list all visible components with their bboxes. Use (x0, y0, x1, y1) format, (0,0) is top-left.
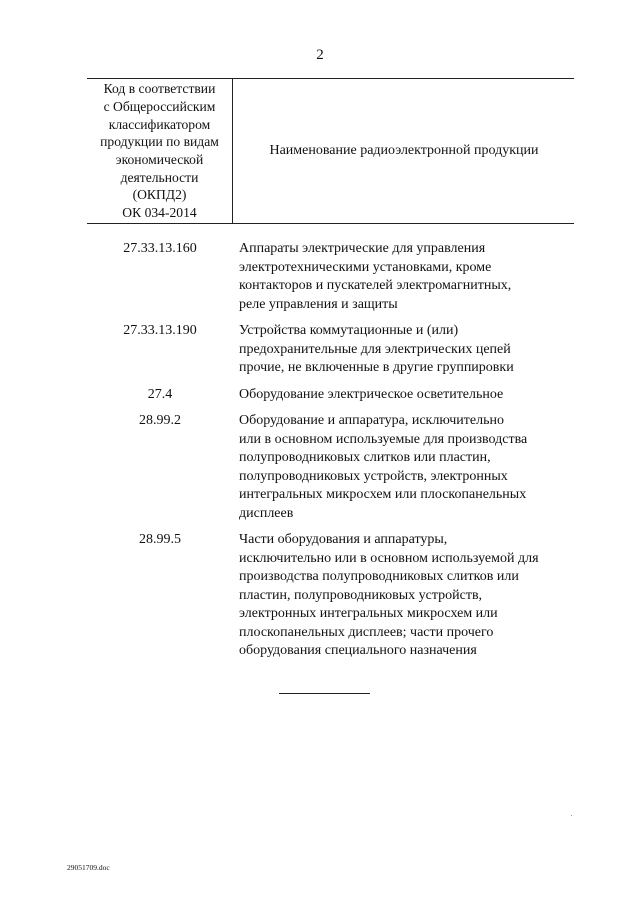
header-code-line: ОК 034-2014 (122, 205, 197, 221)
row-name-line: исключительно или в основном используемой для (239, 550, 539, 566)
header-code-line: с Общероссийским (103, 98, 216, 114)
header-code-line: Код в соответствии (103, 81, 216, 97)
page-number: 2 (316, 47, 324, 63)
table-row (87, 412, 574, 523)
row-name-line: оборудования специального назначения (239, 643, 477, 658)
row-name-line: Аппараты электрические для управления (239, 241, 486, 256)
header-code-line: экономической (115, 152, 204, 167)
row-name-line: предохранительные для электрических цепей (239, 341, 511, 357)
header-code-line: (ОКПД2) (132, 187, 187, 203)
row-name-line: интегральных микросхем или плоскопанельных (239, 487, 527, 502)
row-name-line: плоскопанельных дисплеев; части прочего (239, 624, 494, 640)
table-header (87, 78, 574, 224)
row-name-line: электронных интегральных микросхем или (239, 606, 498, 621)
row-name-line: производства полупроводниковых слитков или (239, 569, 519, 584)
table-row (87, 531, 574, 661)
row-code: 28.99.2 (139, 413, 181, 428)
row-name-line: Устройства коммутационные и (или) (239, 323, 459, 338)
header-code-line: продукции по видам (100, 134, 219, 150)
row-name-line: Оборудование и аппаратура, исключительно (239, 413, 504, 428)
row-name (233, 386, 574, 405)
row-name-line: Части оборудования и аппаратуры, (239, 532, 448, 547)
row-name-line: дисплеев (239, 505, 294, 521)
row-code: 27.33.13.160 (123, 241, 197, 256)
row-name (233, 240, 574, 314)
row-code: 27.33.13.190 (123, 323, 197, 338)
table-row (87, 322, 574, 378)
table-row (87, 240, 574, 314)
header-code-line: деятельности (120, 169, 199, 185)
row-code: 28.99.5 (139, 532, 181, 547)
row-name-line: контакторов и пускателей электромагнитных, (239, 278, 512, 293)
row-name-line: полупроводниковых слитков или пластин, (239, 450, 491, 465)
table-row (87, 386, 574, 405)
row-code: 27.4 (147, 386, 173, 402)
row-name (233, 322, 574, 378)
table-body (87, 240, 574, 661)
row-name-line: полупроводниковых устройств, электронных (239, 468, 508, 484)
scan-speck (571, 815, 572, 816)
row-name (233, 412, 574, 523)
header-code-column (87, 79, 233, 223)
row-name-line: прочие, не включенные в другие группировки (239, 360, 514, 375)
row-name-line: реле управления и защиты (239, 296, 398, 312)
row-name-line: пластин, полупроводниковых устройств, (239, 587, 483, 603)
row-name (233, 531, 574, 661)
footer-doc-id: 29051709.doc (67, 863, 110, 872)
row-name-line: или в основном используемые для производства (239, 431, 528, 447)
header-code-line: классификатором (108, 116, 211, 132)
row-name-line: Оборудование электрическое осветительное (239, 386, 504, 402)
end-of-list-rule (279, 693, 370, 694)
header-name-column: Наименование радиоэлектронной продукции (269, 143, 539, 158)
row-name-line: электротехническими установками, кроме (239, 259, 492, 275)
